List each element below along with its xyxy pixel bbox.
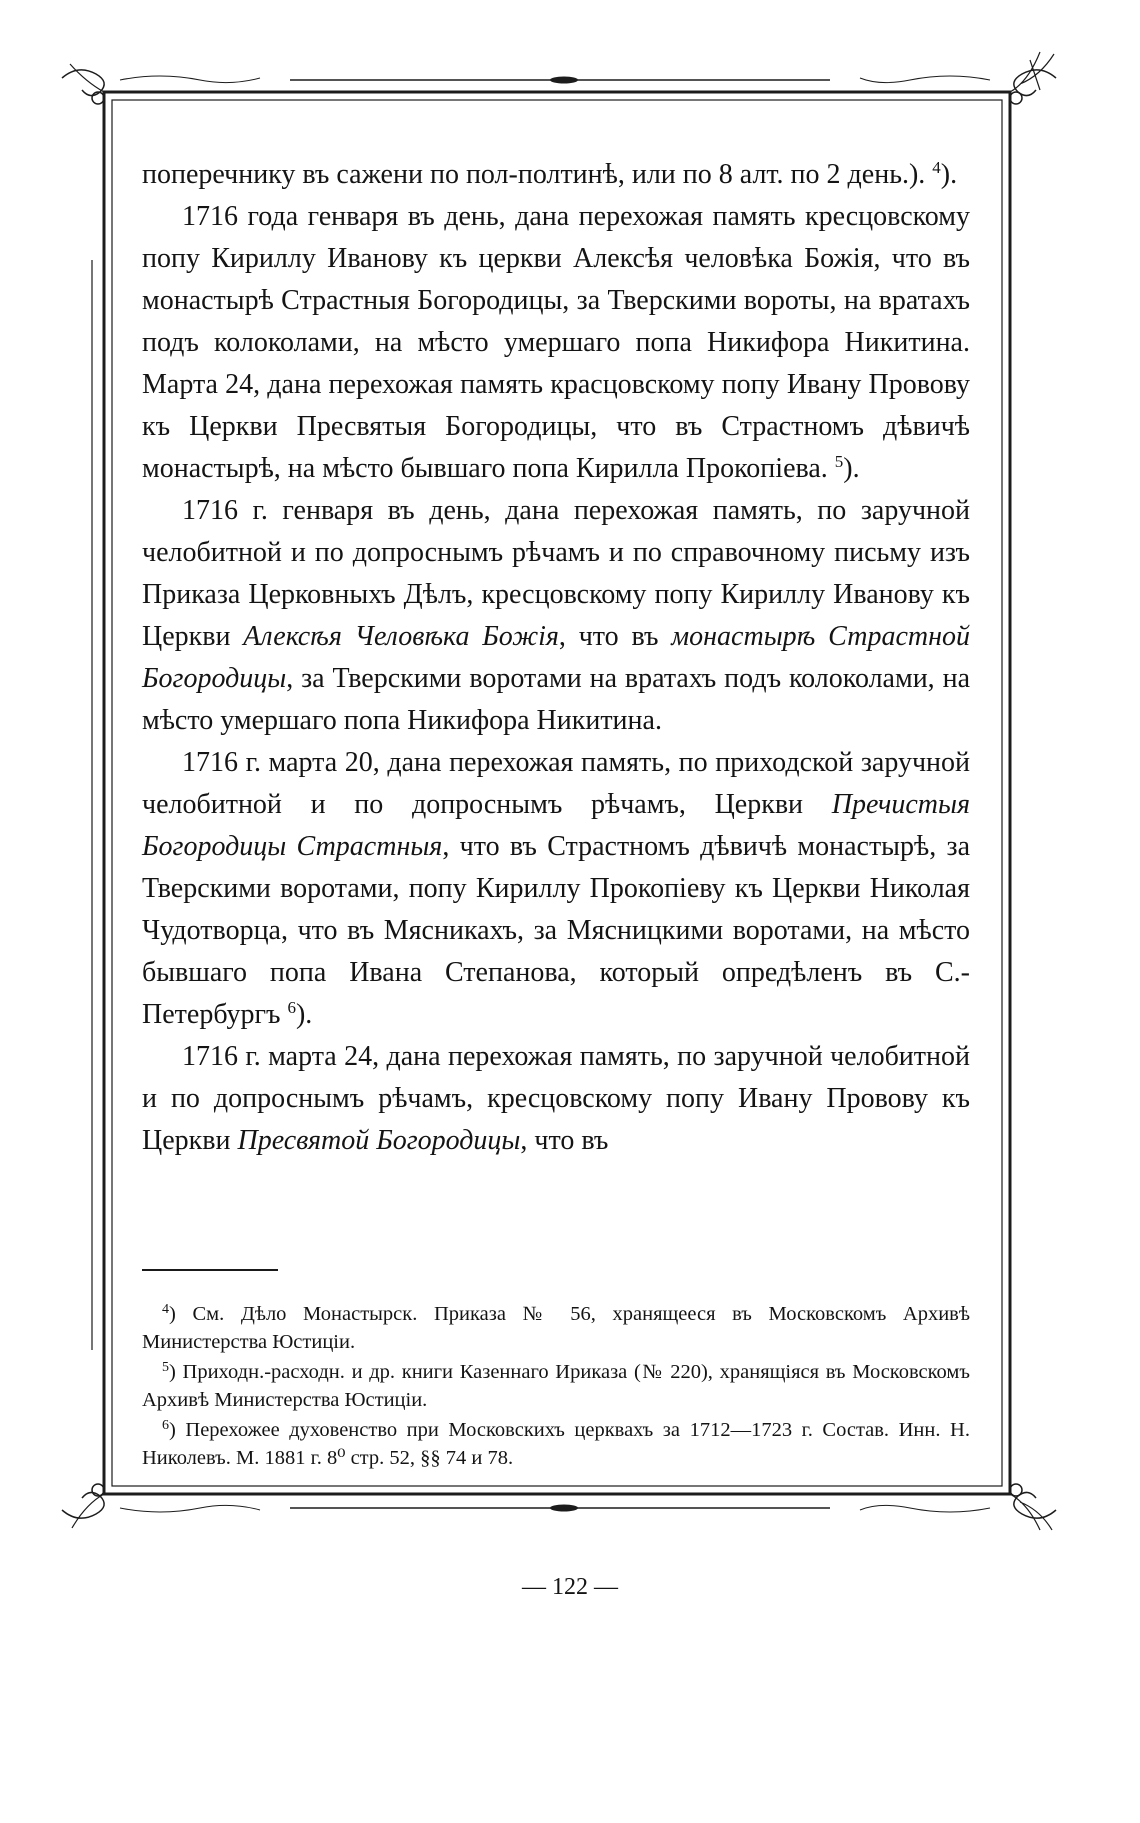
footnotes (142, 1300, 970, 1474)
main-text (142, 154, 970, 1162)
text-run: , что въ Страстномъ дѣвичѣ монастырѣ, за Тверскими воротами, попу Кириллу Прокопіеву къ Церкви Николая Чудотворца, что въ Мясникахъ, за Мясницкими воротами, на мѣсто бывшаго попа Ивана Степанова, который опредѣленъ въ С.-Петербургъ (142, 831, 970, 1030)
text-run: , что въ (558, 621, 672, 652)
footnote-separator (142, 1269, 278, 1271)
footnote-text: ) См. Дѣло Монастырск. Приказа № 56, хранящееся въ Московскомъ Архивѣ Министерства Юстиціи. (142, 1303, 970, 1353)
text-run: ). (940, 159, 958, 190)
paragraph (142, 196, 970, 490)
italic-text: Алексѣя Человѣка Божія (243, 621, 559, 652)
footnote-reference: 5 (834, 452, 844, 471)
italic-text: Пречистыя Богородицы Страстныя (142, 789, 970, 862)
text-run: ). (843, 453, 860, 484)
footnote-text: ) Приходн.-расходн. и др. книги Казеннаго Ириказа (№ 220), хранящіяся въ Московскомъ Архивѣ Министерства Юстиціи. (142, 1361, 970, 1411)
text-run: 1716 г. марта 20, дана перехожая память, по приходской заручной челобитной и по допроснымъ рѣчамъ, Церкви (142, 747, 970, 820)
text-run: поперечнику въ сажени по пол-полтинѣ, или по 8 алт. по 2 день.). (142, 159, 933, 190)
text-run: ). (295, 999, 313, 1030)
footnote-reference: 6 (287, 998, 296, 1017)
footnote-reference: 4 (932, 158, 941, 177)
text-run: 1716 г. генваря въ день, дана перехожая память, по заручной челобитной и по допроснымъ рѣчамъ и по справочному письму изъ Приказа Церковныхъ Дѣлъ, кресцовскому попу Кириллу Иванову къ Церкви (142, 495, 970, 652)
text-run: 1716 года генваря въ день, дана перехожая память кресцовскому попу Кириллу Иванову къ церкви Алексѣя человѣка Божія, что въ монастырѣ Страстныя Богородицы, за Тверскими вороты, на вратахъ подъ колоколами, на мѣсто умершаго попа Никифора Никитина. Марта 24, дана перехожая память красцовскому попу Ивану Провову къ Церкви Пресвятыя Богородицы, что въ Страстномъ дѣвичѣ монастырѣ, на мѣсто бывшаго попа Кирилла Прокопіева. (142, 201, 970, 484)
footnote (142, 1358, 970, 1414)
text-run: 1716 г. марта 24, дана перехожая память, по заручной челобитной и по допроснымъ рѣчамъ, кресцовскому попу Ивану Провову къ Церкви (142, 1041, 970, 1156)
footnote-text: ) Перехожее духовенство при Московскихъ церквахъ за 1712—1723 г. Состав. Инн. Н. Николевъ. М. 1881 г. 8⁰ стр. 52, §§ 74 и 78. (142, 1419, 970, 1469)
paragraph (142, 742, 970, 1036)
footnote-mark: 6 (162, 1418, 169, 1433)
paragraph (142, 490, 970, 742)
italic-text: монастырѣ Страстной Богородицы (142, 621, 970, 694)
text-run: , за Тверскими воротами на вратахъ подъ колоколами, на мѣсто умершаго попа Никифора Никитина. (142, 663, 970, 736)
paragraph (142, 1036, 970, 1162)
footnote (142, 1416, 970, 1472)
footnote-mark: 4 (162, 1302, 169, 1317)
paragraph (142, 154, 970, 196)
page-number: — 122 — (522, 1574, 618, 1600)
italic-text: Пресвятой Богородицы (237, 1125, 521, 1156)
footnote (142, 1300, 970, 1356)
footnote-mark: 5 (162, 1360, 169, 1375)
text-run: , что въ (520, 1125, 609, 1156)
